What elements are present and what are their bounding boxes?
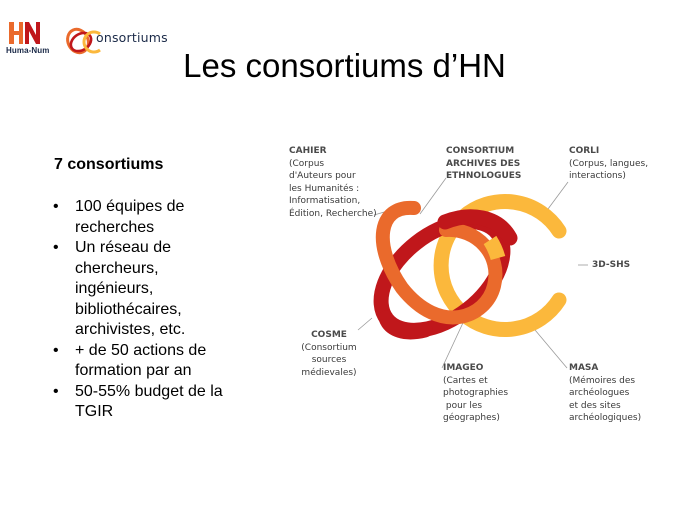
label-cahier <box>289 145 377 221</box>
stats-item-network: • Un réseau de chercheurs, ingénieurs, bibliothécaires, archivistes, etc. <box>52 238 232 341</box>
leader-masa <box>530 324 567 368</box>
imageo-name: IMAGEO <box>443 363 484 373</box>
imageo-description: (Cartes et photographies pour les géographes) <box>443 375 509 424</box>
leader-archives <box>420 178 446 214</box>
3dshs-name: 3D-SHS <box>592 260 631 270</box>
masa-description: (Mémoires des archéologues et des sites archéologiques) <box>569 375 642 424</box>
label-archives <box>446 145 521 183</box>
stats-item-trainings: • + de 50 actions de formation par an <box>52 341 232 382</box>
stats-item-teams: • 100 équipes de recherches <box>52 197 232 238</box>
ring-dark-red-over-2 <box>386 318 425 332</box>
label-cosme <box>298 329 360 379</box>
label-imageo <box>443 362 508 425</box>
corli-name: CORLI <box>569 146 600 156</box>
corli-description: (Corpus, langues, interactions) <box>569 158 649 182</box>
stats-heading: 7 consortiums <box>54 156 164 173</box>
stats-item-budget: • 50-55% budget de la TGIR <box>52 382 232 423</box>
cosme-description: (Consortium sources médievales) <box>301 342 357 378</box>
archives-name: CONSORTIUM ARCHIVES DES ETHNOLOGUES <box>446 146 522 182</box>
masa-name: MASA <box>569 363 599 373</box>
label-masa <box>569 362 641 425</box>
cahier-description: (Corpus d'Auteurs pour les Humanités : Informatisation, Édition, Recherche) <box>289 158 377 219</box>
cosme-name: COSME <box>311 330 347 340</box>
huma-num-logo-text: Huma-Num <box>6 46 50 55</box>
leader-corli <box>548 182 568 209</box>
consortiums-logo-text: onsortiums <box>96 30 168 45</box>
ring-yellow-over <box>490 240 498 258</box>
slide-title: Les consortiums d’HN <box>183 47 506 84</box>
cahier-name: CAHIER <box>289 146 327 156</box>
label-3dshs <box>592 259 630 272</box>
label-corli <box>569 145 648 183</box>
leader-cosme <box>358 318 372 330</box>
